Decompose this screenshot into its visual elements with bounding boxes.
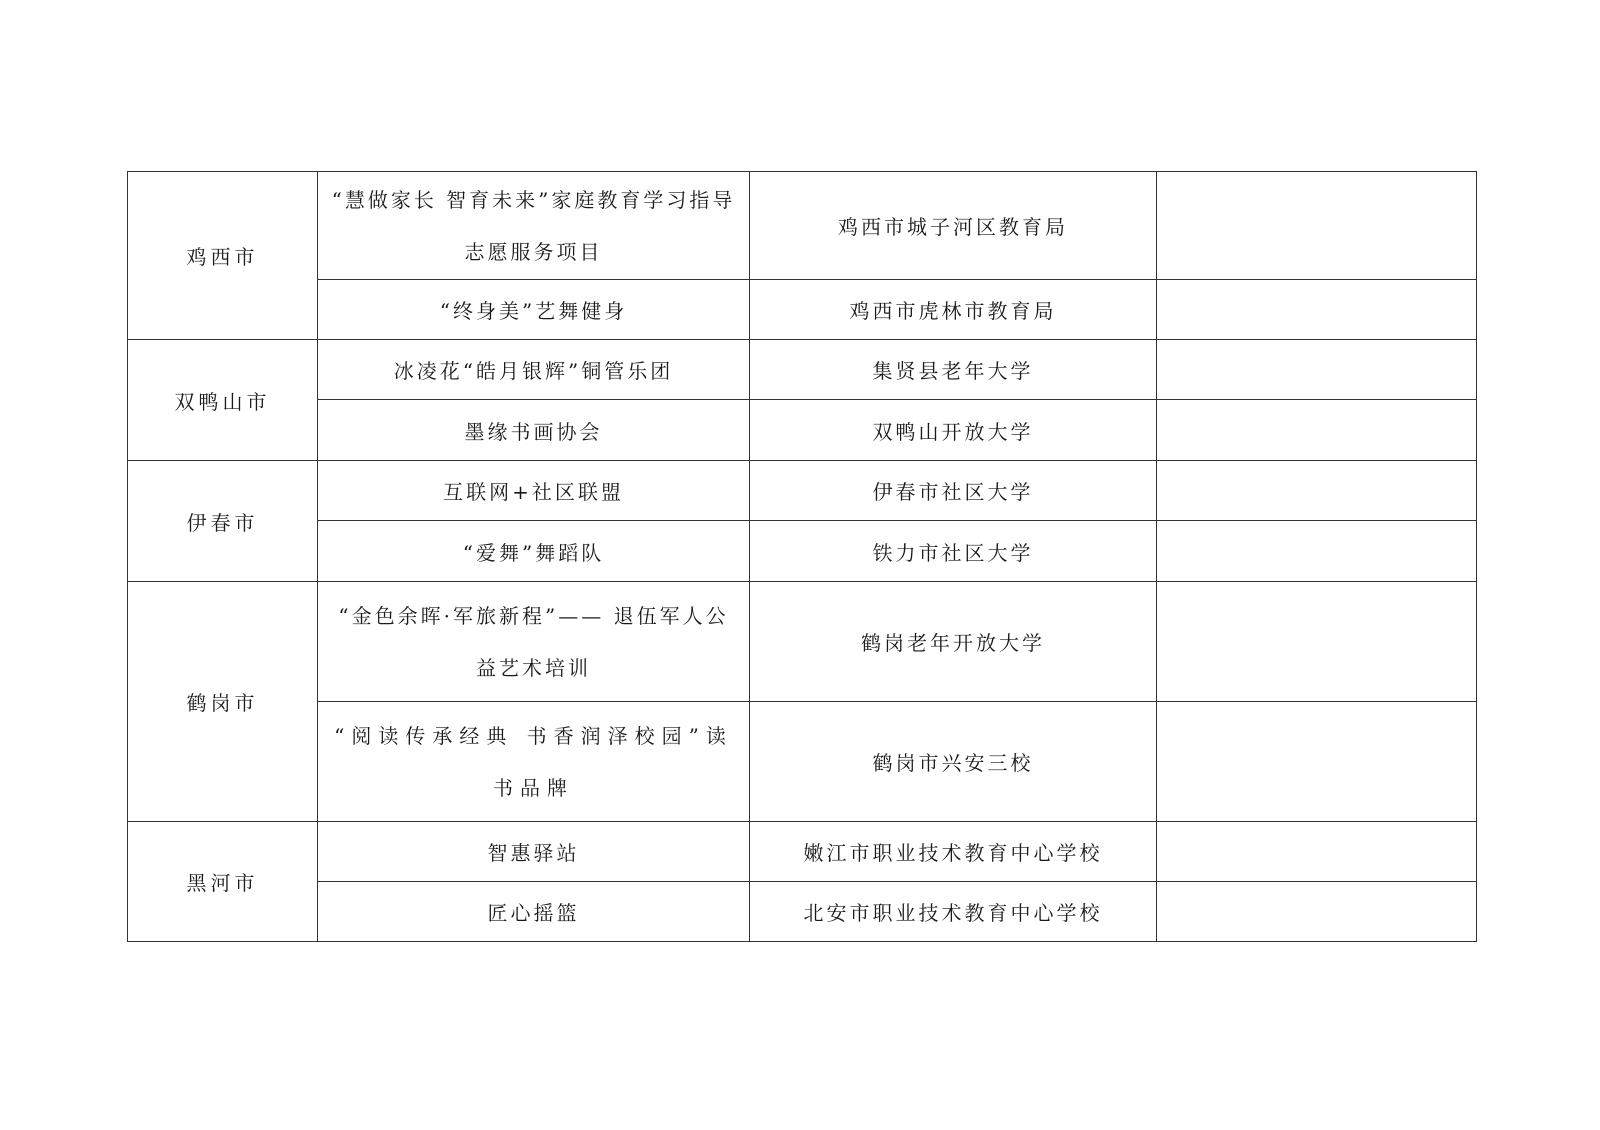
city-cell: 伊春市 xyxy=(128,461,318,582)
organization-cell: 北安市职业技术教育中心学校 xyxy=(750,882,1157,942)
city-cell: 鸡西市 xyxy=(128,172,318,340)
organization-cell: 集贤县老年大学 xyxy=(750,340,1157,400)
project-cell: 匠心摇篮 xyxy=(318,882,750,942)
table-row xyxy=(128,461,1477,521)
table-row xyxy=(128,340,1477,400)
city-cell: 黑河市 xyxy=(128,822,318,942)
city-cell: 鹤岗市 xyxy=(128,582,318,822)
organization-cell: 伊春市社区大学 xyxy=(750,461,1157,521)
note-cell xyxy=(1157,280,1477,340)
organization-cell: 鸡西市城子河区教育局 xyxy=(750,172,1157,280)
project-table xyxy=(127,171,1477,942)
organization-cell: 鹤岗市兴安三校 xyxy=(750,702,1157,822)
project-cell: “爱舞”舞蹈队 xyxy=(318,521,750,582)
note-cell xyxy=(1157,822,1477,882)
project-cell: “终身美”艺舞健身 xyxy=(318,280,750,340)
table-row xyxy=(128,822,1477,882)
note-cell xyxy=(1157,702,1477,822)
organization-cell: 嫩江市职业技术教育中心学校 xyxy=(750,822,1157,882)
project-cell: “阅读传承经典 书香润泽校园”读书品牌 xyxy=(318,702,750,822)
project-cell: 冰凌花“皓月银辉”铜管乐团 xyxy=(318,340,750,400)
table-row xyxy=(128,582,1477,702)
note-cell xyxy=(1157,882,1477,942)
note-cell xyxy=(1157,340,1477,400)
city-cell: 双鸭山市 xyxy=(128,340,318,461)
organization-cell: 鸡西市虎林市教育局 xyxy=(750,280,1157,340)
note-cell xyxy=(1157,400,1477,461)
project-cell: 智惠驿站 xyxy=(318,822,750,882)
project-cell: 互联网+社区联盟 xyxy=(318,461,750,521)
project-cell: 墨缘书画协会 xyxy=(318,400,750,461)
note-cell xyxy=(1157,461,1477,521)
table-row xyxy=(128,172,1477,280)
table-row xyxy=(128,521,1477,582)
table-row xyxy=(128,280,1477,340)
note-cell xyxy=(1157,172,1477,280)
note-cell xyxy=(1157,521,1477,582)
organization-cell: 鹤岗老年开放大学 xyxy=(750,582,1157,702)
project-cell: “金色余晖·军旅新程”—— 退伍军人公益艺术培训 xyxy=(318,582,750,702)
table-row xyxy=(128,400,1477,461)
project-cell: “慧做家长 智育未来”家庭教育学习指导志愿服务项目 xyxy=(318,172,750,280)
table-row xyxy=(128,882,1477,942)
note-cell xyxy=(1157,582,1477,702)
organization-cell: 铁力市社区大学 xyxy=(750,521,1157,582)
organization-cell: 双鸭山开放大学 xyxy=(750,400,1157,461)
table-row xyxy=(128,702,1477,822)
